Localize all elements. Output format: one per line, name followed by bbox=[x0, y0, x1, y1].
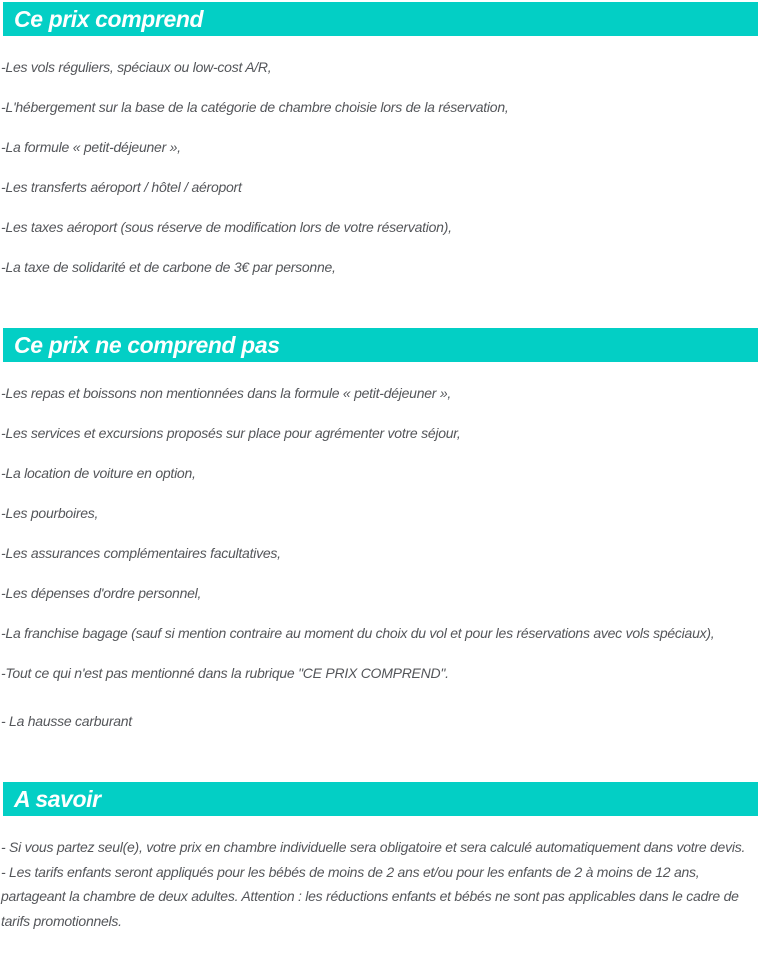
good-to-know-notes bbox=[0, 835, 758, 933]
section-header-price-includes bbox=[3, 2, 758, 36]
included-item: -Les vols réguliers, spéciaux ou low-cost A/R, bbox=[1, 59, 272, 75]
excluded-item: -Les assurances complémentaires facultatives, bbox=[1, 545, 281, 561]
price-details-page bbox=[0, 2, 758, 973]
section-header-price-excludes bbox=[3, 328, 758, 362]
excluded-item: -Les dépenses d'ordre personnel, bbox=[1, 585, 202, 601]
included-item: -Les transferts aéroport / hôtel / aéroport bbox=[1, 179, 242, 195]
excluded-item: -Les services et excursions proposés sur place pour agrémenter votre séjour, bbox=[1, 425, 461, 441]
section-price-includes bbox=[0, 2, 758, 276]
included-item: -L'hébergement sur la base de la catégorie de chambre choisie lors de la réservation, bbox=[1, 99, 509, 115]
note-single-room: - Si vous partez seul(e), votre prix en chambre individuelle sera obligatoire et sera calculé automatiquement dans votre devis. bbox=[1, 839, 746, 855]
excluded-item: - La hausse carburant bbox=[1, 713, 132, 729]
excluded-item: -La franchise bagage (sauf si mention contraire au moment du choix du vol et pour les réservations avec vols spéciaux), bbox=[1, 625, 715, 641]
section-header-good-to-know bbox=[3, 782, 758, 816]
section-title-good-to-know: A savoir bbox=[14, 785, 101, 812]
section-title-price-includes: Ce prix comprend bbox=[14, 5, 204, 32]
included-item: -Les taxes aéroport (sous réserve de modification lors de votre réservation), bbox=[1, 219, 452, 235]
excluded-item: -Les repas et boissons non mentionnées dans la formule « petit-déjeuner », bbox=[1, 385, 452, 401]
excluded-item: -Tout ce qui n'est pas mentionné dans la rubrique "CE PRIX COMPREND". bbox=[1, 665, 449, 681]
excluded-item: -La location de voiture en option, bbox=[1, 465, 196, 481]
section-good-to-know bbox=[0, 782, 758, 933]
section-title-price-excludes: Ce prix ne comprend pas bbox=[14, 331, 280, 358]
note-child-rates: - Les tarifs enfants seront appliqués pour les bébés de moins de 2 ans et/ou pour les enfants de 2 à moins de 12 ans, partageant la chambre de deux adultes. Attention : les réductions enfants et bébés ne sont pas applicables dans le cadre de tarifs promotionnels. bbox=[1, 863, 739, 929]
included-item: -La taxe de solidarité et de carbone de 3€ par personne, bbox=[1, 259, 336, 275]
section-price-excludes bbox=[0, 328, 758, 730]
included-item: -La formule « petit-déjeuner », bbox=[1, 139, 181, 155]
excluded-item: -Les pourboires, bbox=[1, 505, 99, 521]
